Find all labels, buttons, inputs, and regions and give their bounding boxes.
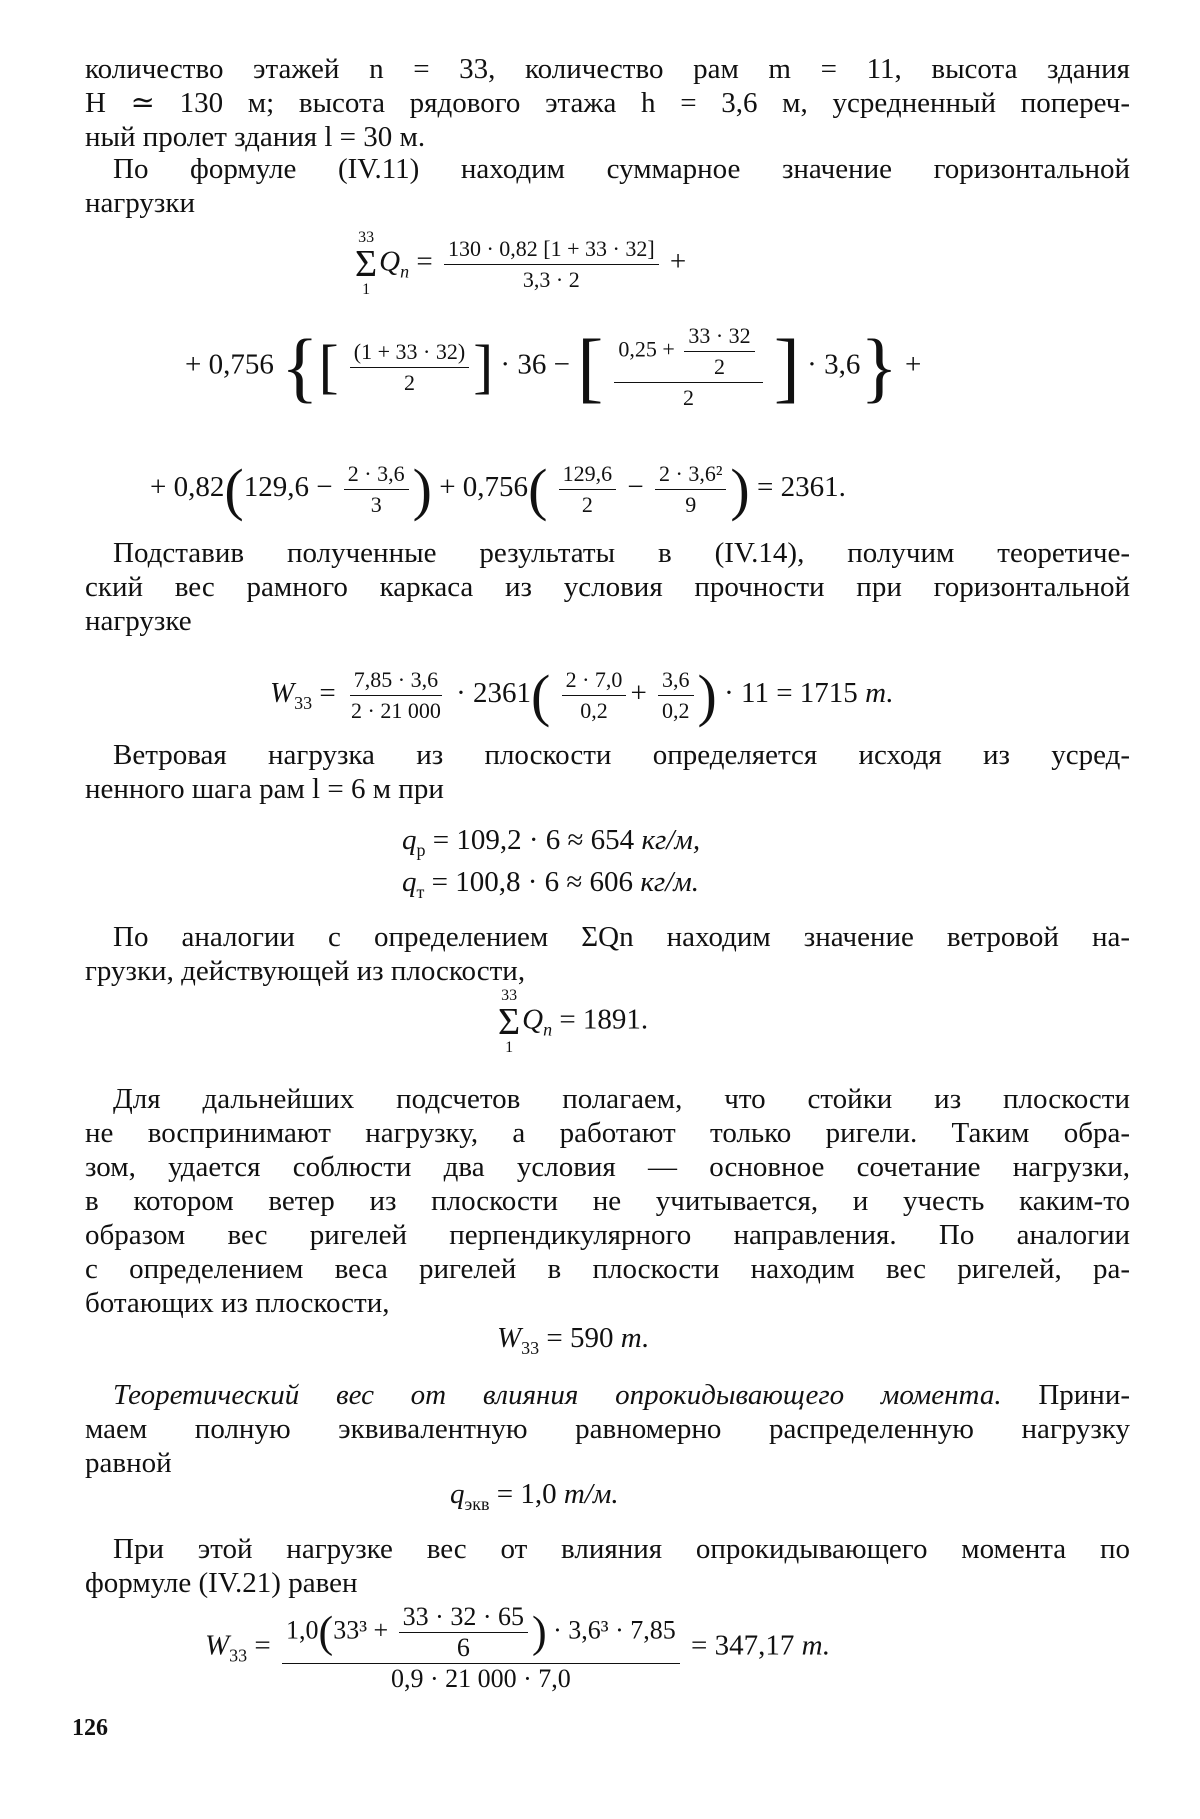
text-line: ботающих из плоскости, (85, 1287, 390, 1319)
fraction: $\frac{2 \cdot 7,0}{0,2}$ (562, 667, 627, 724)
sum-symbol: 33 Σ 1 (355, 229, 378, 298)
fraction: $\frac{(1 + 33 \cdot 32)}{2}$ (350, 339, 469, 396)
equation-sum-wind: 33 Σ 1 $Q_n = 1891$. (498, 987, 649, 1056)
paragraph-overturning: Теоретический вес от влияния опрокидывающего момента. Прини- маем полную эквивалентную равномерно распределенную нагрузку равной (85, 1379, 1130, 1479)
fraction: $\frac{2 \cdot 3,6}{3}$ (344, 461, 409, 518)
paragraph-further-calc (85, 1082, 1130, 1320)
equation-q-equivalent: $q_{экв} = 1,0$ т/м. (450, 1478, 619, 1514)
text-line: ненного шага рам l = 6 м при (85, 773, 444, 805)
text-line: с определением веса ригелей в плоскости находим вес ригелей, ра- (85, 1253, 1130, 1285)
text-line: количество этажей n = 33, количество рам m = 11, высота здания (85, 53, 1130, 85)
fraction: $\frac{3,6}{0,2}$ (658, 667, 694, 724)
text-line: образом вес ригелей перпендикулярного направления. По аналогии (85, 1219, 1130, 1251)
text-line: нагрузке (85, 605, 192, 637)
fraction: $\frac{130 \cdot 0,82 [1 + 33 \cdot 32]}{3,3 \cdot 2}$ (444, 236, 659, 293)
text-line: Ветровая нагрузка из плоскости определяется исходя из усред- (113, 739, 1130, 771)
equation-sum-q-line2: + 0,756 {[ $\frac{(1 + 33 \cdot 32)}{2}$ ] · 36 − [ 0,25 + $\frac{33 \cdot 32}{2}$ 2 ] · 3,6} + (185, 323, 922, 410)
equation-weight-overturning: $W_{33}$ = 1,0(33³ + $\frac{33 \cdot 32 \cdot 65}{6}$ ) · 3,6³ · 7,85 0,9 · 21 000 · 7,0 = 347,17 т. (205, 1602, 831, 1693)
sum-symbol: 33 Σ 1 (498, 987, 521, 1056)
text-line: ский вес рамного каркаса из условия прочности при горизонтальной (85, 571, 1130, 603)
text-line: в котором ветер из плоскости не учитывается, и учесть каким-то (85, 1185, 1130, 1217)
text-line: Подставив полученные результаты в (IV.14), получим теоретиче- (113, 537, 1130, 569)
paragraph-formula-intro (85, 152, 1130, 220)
text-line: равной (85, 1447, 172, 1479)
equation-sum-q-line1: 33 Σ 1 $Q_n$ = $\frac{130 \cdot 0,82 [1 + 33 \cdot 32]}{3,3 \cdot 2}$ + (355, 229, 687, 298)
text-line: По аналогии с определением ΣQn находим значение ветровой на- (113, 921, 1130, 953)
text-line: нагрузки (85, 187, 195, 219)
equation-weight-frame: $W_{33}$ = $\frac{7,85 \cdot 3,6}{2 \cdot 21 000}$ · 2361( $\frac{2 \cdot 7,0}{0,2}$ + $\frac{3,6}{0,2}$ ) · 11 = 1715 т. (270, 663, 894, 728)
equation-sum-q-line3: + 0,82(129,6 − $\frac{2 \cdot 3,6}{3}$ ) + 0,756( $\frac{129,6}{2}$ − $\frac{\text{2 · 3,6²}}{9}$ ) = 2361. (150, 457, 846, 522)
text-line: формуле (IV.21) равен (85, 1567, 358, 1599)
text-line: маем полную эквивалентную равномерно распределенную нагрузку (85, 1413, 1130, 1445)
paragraph-weight-overturning (85, 1532, 1130, 1600)
equation-wind-q: $q_т = 100,8 \cdot 6 \approx 606$ кг/м. (402, 866, 700, 902)
fraction: 0,25 + $\frac{33 \cdot 32}{2}$ 2 (614, 323, 762, 411)
paragraph-wind-load (85, 738, 1130, 806)
text-line: не воспринимают нагрузку, а работают только ригели. Таким обра- (85, 1117, 1130, 1149)
text-line: Для дальнейших подсчетов полагаем, что стойки из плоскости (113, 1083, 1130, 1115)
fraction: 1,0(33³ + $\frac{33 \cdot 32 \cdot 65}{6}$ ) · 3,6³ · 7,85 0,9 · 21 000 · 7,0 (282, 1604, 680, 1692)
page-number: 126 (72, 1715, 108, 1741)
equation-wind-q: $q_р = 109,2 \cdot 6 \approx 654$ кг/м, (402, 824, 701, 860)
text-line: При этой нагрузке вес от влияния опрокидывающего момента по (113, 1533, 1130, 1565)
paragraph-analogy (85, 920, 1130, 988)
paragraph-building-params (85, 52, 1130, 154)
text-line: По формуле (IV.11) находим суммарное значение горизонтальной (113, 153, 1130, 185)
fraction: $\frac{33 \cdot 32 \cdot 65}{6}$ (399, 1604, 528, 1661)
italic-heading: Теоретический вес от влияния опрокидывающего момента. (113, 1379, 1002, 1411)
fraction: $\frac{7,85 \cdot 3,6}{2 \cdot 21 000}$ (351, 667, 441, 723)
text-line: H ≃ 130 м; высота рядового этажа h = 3,6 м, усредненный попереч- (85, 87, 1130, 119)
text-line: зом, удается соблюсти два условия — основное сочетание нагрузки, (85, 1151, 1130, 1183)
equation-weight-girders: $W_{33} = 590$ т. (497, 1322, 650, 1358)
fraction: $\frac{\text{2 · 3,6²}}{9}$ (655, 461, 726, 518)
text-line: грузки, действующей из плоскости, (85, 955, 526, 987)
text-line: ный пролет здания l = 30 м. (85, 121, 426, 153)
paragraph-theoretical-weight (85, 536, 1130, 638)
fraction: $\frac{129,6}{2}$ (559, 461, 617, 518)
fraction: $\frac{33 \cdot 32}{2}$ (684, 323, 754, 380)
